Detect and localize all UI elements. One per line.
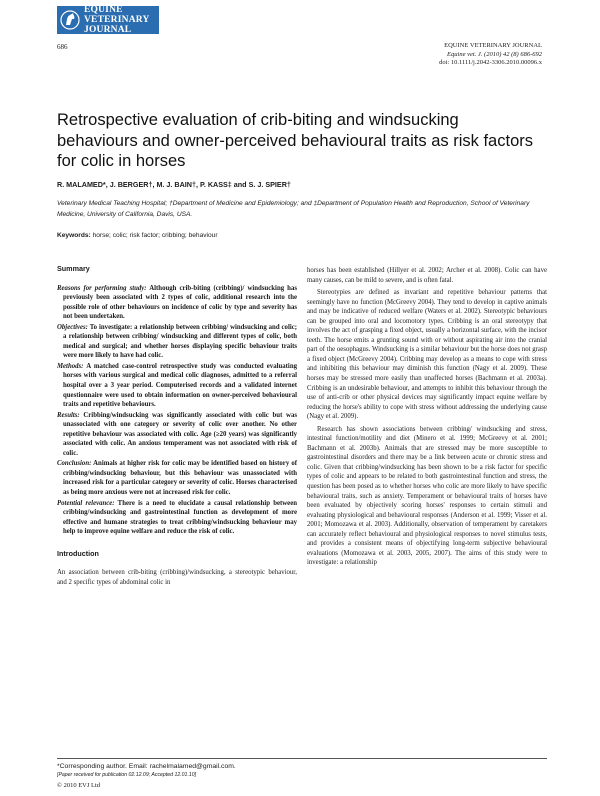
page-number: 686 — [57, 43, 68, 51]
body-paragraph-1: horses has been established (Hillyer et al. 2002; Archer et al. 2008). Colic can have many causes, can be mild to severe, and is often fatal. — [307, 267, 547, 284]
logo-line-1: EQUINE VETERINARY — [84, 5, 150, 25]
journal-logo — [57, 6, 159, 34]
footnotes — [57, 758, 547, 779]
corresponding-author: *Corresponding author. Email: rachelmalamed@gmail.com. — [57, 763, 236, 770]
affiliations: Veterinary Medical Teaching Hospital; †Department of Medicine and Epidemiology; and ‡Department of Population Health and Reproduction, School of Veterinary Medicine, University of California, Davis, USA. — [57, 200, 530, 218]
author-list: R. MALAMED*, J. BERGER†, M. J. BAIN†, P. KASS‡ and S. J. SPIER† — [57, 180, 291, 189]
summary-reasons: Reasons for performing study: Although crib-biting (cribbing)/ windsucking has previously been associated with 2 types of colic, additional research into the possible role of other behaviours on incidence of colic by type and severity has not been undertaken. — [57, 284, 297, 321]
introduction-heading: Introduction — [57, 548, 99, 558]
right-column — [307, 266, 547, 571]
body-paragraph-2: Stereotypies are defined as invariant and repetitive behaviour patterns that seemingly have no function (McGreevy 2004). They tend to develop in captive animals and may be indicative of reduced welfare (Waters et al. 2002). Stereotypic behaviours can be grouped into oral and locomotory types. Cribbing is an oral stereotypy that involves the act of grasping a fixed object, usually a horizontal surface, with the incisor teeth. The horse emits a grunting sound with or without aspirating air into the cranial part of the oesophagus. Windsucking is a similar behaviour but the horse does not grasp a fixed object (McGreevy 2004). Cribbing may develop as a means to cope with stress and inhibiting this behaviour may diminish this function (Nagy et al. 2009). These horses may be stressed more easily than unaffected horses (Bachmann et al. 2003a). Cribbing is an undesirable behaviour, and attempts to inhibit this behaviour through the use of anti-crib or other physical devices may significantly impact equine welfare by reducing the horse's ability to cope with stress without addressing the underlying cause (Nagy et al. 2009). — [307, 289, 547, 421]
horse-head-icon — [60, 10, 80, 30]
journal-name: EQUINE VETERINARY JOURNAL — [444, 42, 542, 49]
summary-objectives: Objectives: To investigate: a relationship between cribbing/ windsucking and colic; a relationship between cribbing/ windsucking and different types of colic, both medical and surgical; and whether horses displaying specific behaviour traits were more likely to have had colic. — [57, 323, 297, 360]
summary-relevance: Potential relevance: There is a need to elucidate a causal relationship between cribbing/windsucking and gastrointestinal function as development of more effective and humane strategies to treat cribbing/windsucking behaviour may help to improve equine welfare and reduce the risk of colic. — [57, 499, 298, 536]
left-column — [57, 264, 297, 590]
summary-methods: Methods: A matched case-control retrospective study was conducted evaluating horses with various surgical and medical colic diagnoses, admitted to a referral hospital over a 3 year period. Computerised records and a validated internet questionnaire were used to obtain information on owner-perceived behavioural traits and repetitive behaviours. — [57, 362, 298, 409]
keywords-label: Keywords: — [57, 232, 91, 239]
journal-info — [439, 42, 542, 68]
keywords — [57, 232, 218, 239]
received-dates: [Paper received for publication 02.12.09; Accepted 12.01.10] — [57, 772, 197, 778]
article-title: Retrospective evaluation of crib-biting and windsucking behaviours and owner-perceived behavioural traits as risk factors for colic in horses — [57, 111, 533, 170]
keywords-text: horse; colic; risk factor; cribbing; behaviour — [92, 232, 218, 239]
journal-doi: doi: 10.1111/j.2042-3306.2010.00096.x — [439, 59, 542, 67]
summary-conclusion: Conclusion: Animals at higher risk for colic may be identified based on history of cribbing/windsucking behaviour, but this behaviour was unassociated with increased risk for a particular category or severity of colic. Horses characterised as being more anxious were not at increased risk for colic. — [57, 460, 298, 497]
logo-line-2: JOURNAL — [84, 25, 132, 35]
summary-results: Results: Cribbing/windsucking was significantly associated with colic but was unassociated with one category or severity of colic over another. No other repetitive behaviour was associated with colic. Age (≥20 years) was significantly associated with colic. An anxious temperament was not associated with risk of colic. — [57, 411, 297, 457]
journal-citation: Equine vet. J. (2010) 42 (8) 686-692 — [447, 50, 542, 58]
introduction-paragraph: An association between crib-biting (cribbing)/windsucking, a stereotypic behaviour, and 2 specific types of abdominal colic in — [57, 569, 297, 586]
copyright: © 2010 EVJ Ltd — [57, 782, 101, 789]
summary-heading: Summary — [57, 264, 90, 273]
body-paragraph-3: Research has shown associations between cribbing/ windsucking and stress, intestinal function/motility and diet (Minero et al. 1999; McGreevy et al. 2001; Bachmann et al. 2003b). Animals that are stressed may be more susceptible to gastrointestinal disorders and there may be a link between acute or chronic stress and colic. Given that cribbing/windsucking has been shown to be a risk factor for specific types of colic and appears to be related to both gastrointestinal function and stress, the question has been posed as to whether horses who colic are more likely to have specific behavioural traits, such as anxiety. Temperament or behavioural traits of horses have been evaluated by objectively scoring horses' responses to certain stimuli and evaluating physiological and behavioural responses (Anderson et al. 1999; Visser et al. 2001; Momozawa et al. 2003). Additionally, observation of temperament by caretakers can accurately reflect behavioural and physiological responses to novel stimulus tests, and provides a consistent means of objectifying long-term subjective behavioural evaluations (Momozawa et al. 2003, 2005, 2007). The aims of this study were to investigate: a relationship — [307, 425, 547, 567]
